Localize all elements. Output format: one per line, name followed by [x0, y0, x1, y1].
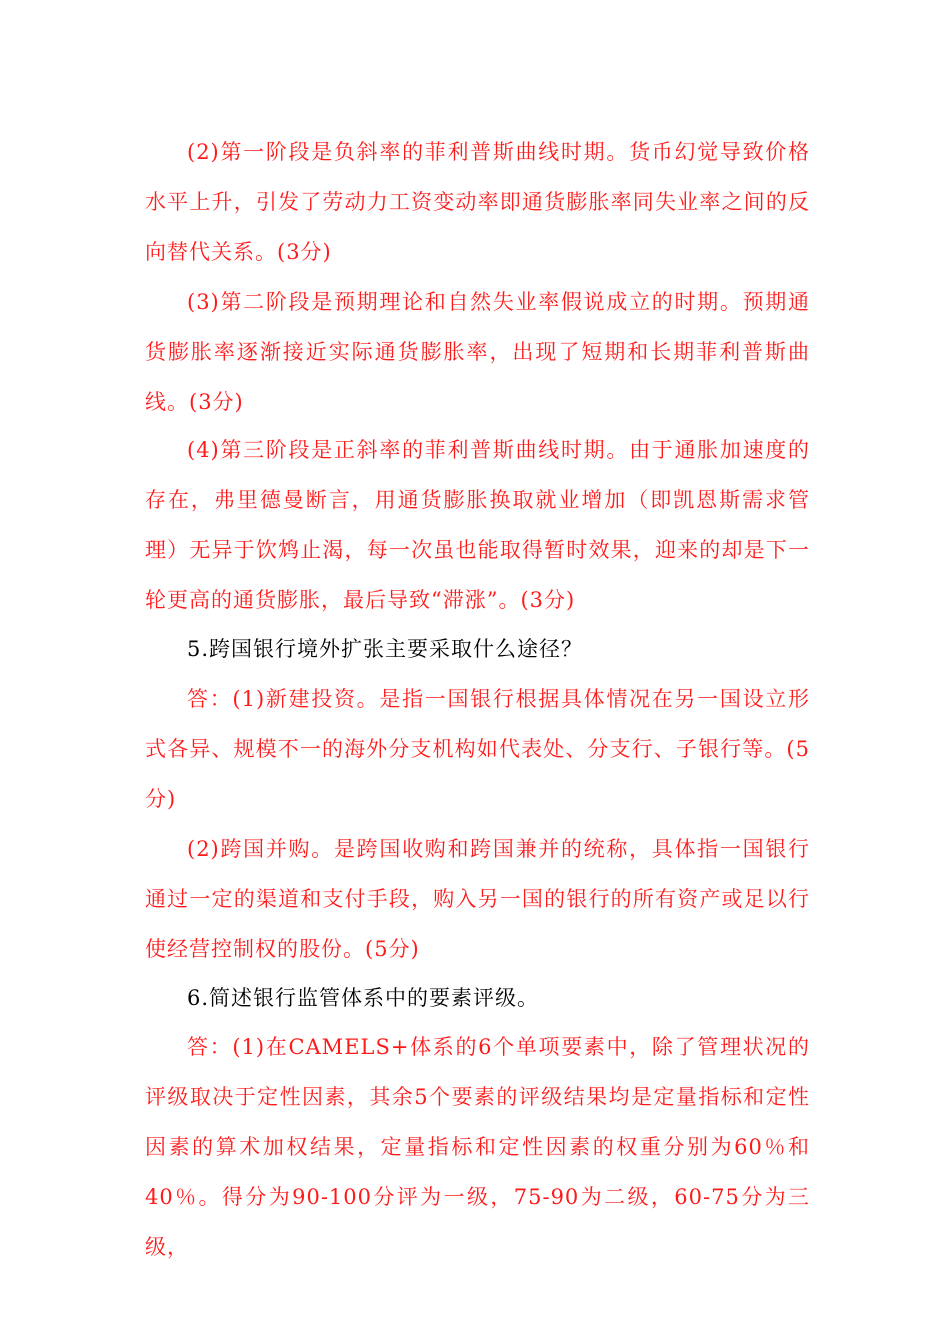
- answer-5-part-1: 答：(1)新建投资。是指一国银行根据具体情况在另一国设立形式各异、规模不一的海外分支机构如代表处、分支行、子银行等。(5分): [145, 687, 810, 811]
- answer-paragraph-phase-1: (2)第一阶段是负斜率的菲利普斯曲线时期。货币幻觉导致价格水平上升，引发了劳动力工资变动率即通货膨胀率同失业率之间的反向替代关系。(3分): [145, 140, 810, 264]
- answer-paragraph-phase-3: (4)第三阶段是正斜率的菲利普斯曲线时期。由于通胀加速度的存在，弗里德曼断言，用通货膨胀换取就业增加（即凯恩斯需求管理）无异于饮鸩止渴，每一次虽也能取得暂时效果，迎来的却是下一轮更高的通货膨胀，最后导致“滞涨”。(3分): [145, 438, 810, 612]
- question-6: 6.简述银行监管体系中的要素评级。: [187, 986, 540, 1010]
- answer-6-part-1: 答：(1)在CAMELS+体系的6个单项要素中，除了管理状况的评级取决于定性因素，其余5个要素的评级结果均是定量指标和定性因素的算术加权结果，定量指标和定性因素的权重分别为60％和40％。得分为90-100分评为一级，75-90为二级，60-75分为三级，: [145, 1035, 810, 1259]
- question-5: 5.跨国银行境外扩张主要采取什么途径？: [187, 637, 584, 661]
- answer-5-part-2: (2)跨国并购。是跨国收购和跨国兼并的统称，具体指一国银行通过一定的渠道和支付手段，购入另一国的银行的所有资产或足以行使经营控制权的股份。(5分): [145, 837, 810, 961]
- answer-paragraph-phase-2: (3)第二阶段是预期理论和自然失业率假说成立的时期。预期通货膨胀率逐渐接近实际通货膨胀率，出现了短期和长期菲利普斯曲线。(3分): [145, 290, 810, 414]
